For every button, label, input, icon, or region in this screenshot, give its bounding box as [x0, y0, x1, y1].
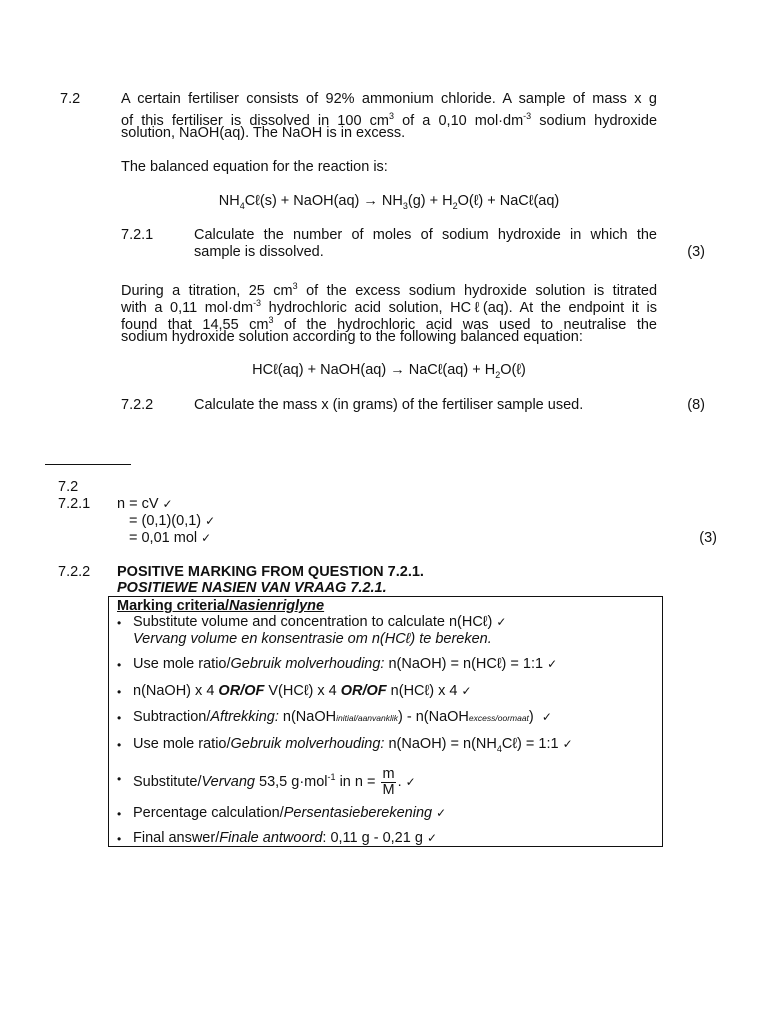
criterion-1-af: Vervang volume en konsentrasie om n(HCℓ) te bereken.	[133, 631, 492, 647]
criterion-4: Subtraction/Aftrekking: n(NaOHinitial/aanvanklik) - n(NaOHexcess/oormaat) ✓	[133, 709, 552, 725]
criterion-3: n(NaOH) x 4 OR/OF V(HCℓ) x 4 OR/OF n(HCℓ) x 4 ✓	[133, 683, 472, 699]
check-icon: ✓	[562, 737, 573, 751]
check-icon: ✓	[461, 684, 472, 698]
answer-7-2-2-number: 7.2.2	[58, 564, 91, 580]
titration-line-2: with a 0,11 $mol\cdot dm^{-3}$ hydrochloric acid solution, HCℓ(aq). At the endpoint it is	[121, 298, 657, 316]
answer-7-2-1-number: 7.2.1	[58, 496, 91, 512]
question-7-2-2-text: Calculate the mass x (in grams) of the fertiliser sample used.	[194, 397, 584, 413]
bullet-icon: •	[117, 807, 122, 821]
memo-number: 7.2	[58, 479, 79, 495]
check-icon: ✓	[436, 806, 447, 820]
question-7-2-1-text-line-2: sample is dissolved.	[194, 244, 324, 260]
check-icon: ✓	[205, 514, 216, 528]
question-7-2-1-number: 7.2.1	[121, 227, 154, 243]
bullet-icon: •	[117, 616, 122, 630]
titration-line-1: During a titration, 25 $cm^3$ of the excess sodium hydroxide solution is titrated	[121, 281, 658, 299]
criterion-2: Use mole ratio/Gebruik molverhouding: n(NaOH) = n(HCℓ) = 1:1 ✓	[133, 656, 558, 672]
question-7-2-1-text-line-1: Calculate the number of moles of sodium hydroxide in which the	[194, 227, 657, 243]
check-icon: ✓	[201, 531, 212, 545]
bullet-icon: •	[117, 832, 122, 846]
answer-7-2-1-line-2: = (0,1)(0,1) ✓	[129, 513, 216, 529]
check-icon: ✓	[426, 831, 437, 845]
positive-marking-heading-af: POSITIEWE NASIEN VAN VRAAG 7.2.1.	[117, 580, 387, 596]
check-icon: ✓	[405, 774, 416, 789]
marking-criteria-title: Marking criteria/Nasienriglyne	[117, 598, 325, 614]
question-7-2-1-marks: (3)	[687, 244, 705, 260]
answer-7-2-1-line-3: = 0,01 mol ✓	[129, 530, 212, 546]
question-intro-line-3: solution, NaOH(aq). The NaOH is in excess.	[121, 125, 406, 141]
titration-line-4: sodium hydroxide solution according to the following balanced equation:	[121, 329, 583, 345]
bullet-icon: •	[117, 738, 122, 752]
bullet-icon: •	[117, 685, 122, 699]
answer-7-2-1-marks: (3)	[699, 530, 717, 546]
criterion-5: Use mole ratio/Gebruik molverhouding: n(NaOH) = $n(NH_4C\ell)$ = 1:1 ✓	[133, 736, 573, 754]
question-number: 7.2	[60, 91, 81, 107]
question-7-2-2-marks: (8)	[687, 397, 705, 413]
criterion-8: Final answer/Finale antwoord: 0,11 g - 0,21 g ✓	[133, 830, 437, 846]
balanced-equation-1: $NH_4C\ell(s)$ + NaOH(aq) → $NH_3(g)$ + $H_2O(\ell)$ + NaCℓ(aq)	[218, 193, 560, 211]
equation-intro: The balanced equation for the reaction is:	[121, 159, 388, 175]
check-icon: ✓	[541, 710, 552, 724]
molar-mass-fraction: $\frac{m}{M}$	[382, 765, 395, 798]
bullet-icon: •	[117, 711, 122, 725]
question-intro-line-2: of this fertiliser is dissolved in 100 $cm^3$ of a 0,10 $mol\cdot dm^{-3}$ sodium hydroxide	[121, 111, 658, 129]
criterion-6: Substitute/Vervang 53,5 g·mol$^{-1}$ in n = $\frac{m}{M}$ . ✓	[133, 765, 416, 798]
section-divider	[45, 464, 131, 465]
question-7-2-2-number: 7.2.2	[121, 397, 154, 413]
bullet-icon: •	[117, 772, 122, 786]
bullet-icon: •	[117, 658, 122, 672]
titration-line-3: found that 14,55 $cm^3$ of the hydrochloric acid was used to neutralise the	[121, 315, 657, 333]
criterion-1: Substitute volume and concentration to calculate n(HCℓ) ✓	[133, 614, 507, 630]
criterion-7: Percentage calculation/Persentasieberekening ✓	[133, 805, 447, 821]
check-icon: ✓	[547, 657, 558, 671]
answer-7-2-1-line-1: n = cV ✓	[117, 496, 173, 512]
question-intro-line-1: A certain fertiliser consists of 92% ammonium chloride. A sample of mass x g	[121, 91, 657, 107]
check-icon: ✓	[496, 615, 507, 629]
positive-marking-heading: POSITIVE MARKING FROM QUESTION 7.2.1.	[117, 564, 424, 580]
check-icon: ✓	[162, 497, 173, 511]
balanced-equation-2: HCℓ(aq) + NaOH(aq) → NaCℓ(aq) + $H_2O(\ell)$	[252, 362, 526, 380]
